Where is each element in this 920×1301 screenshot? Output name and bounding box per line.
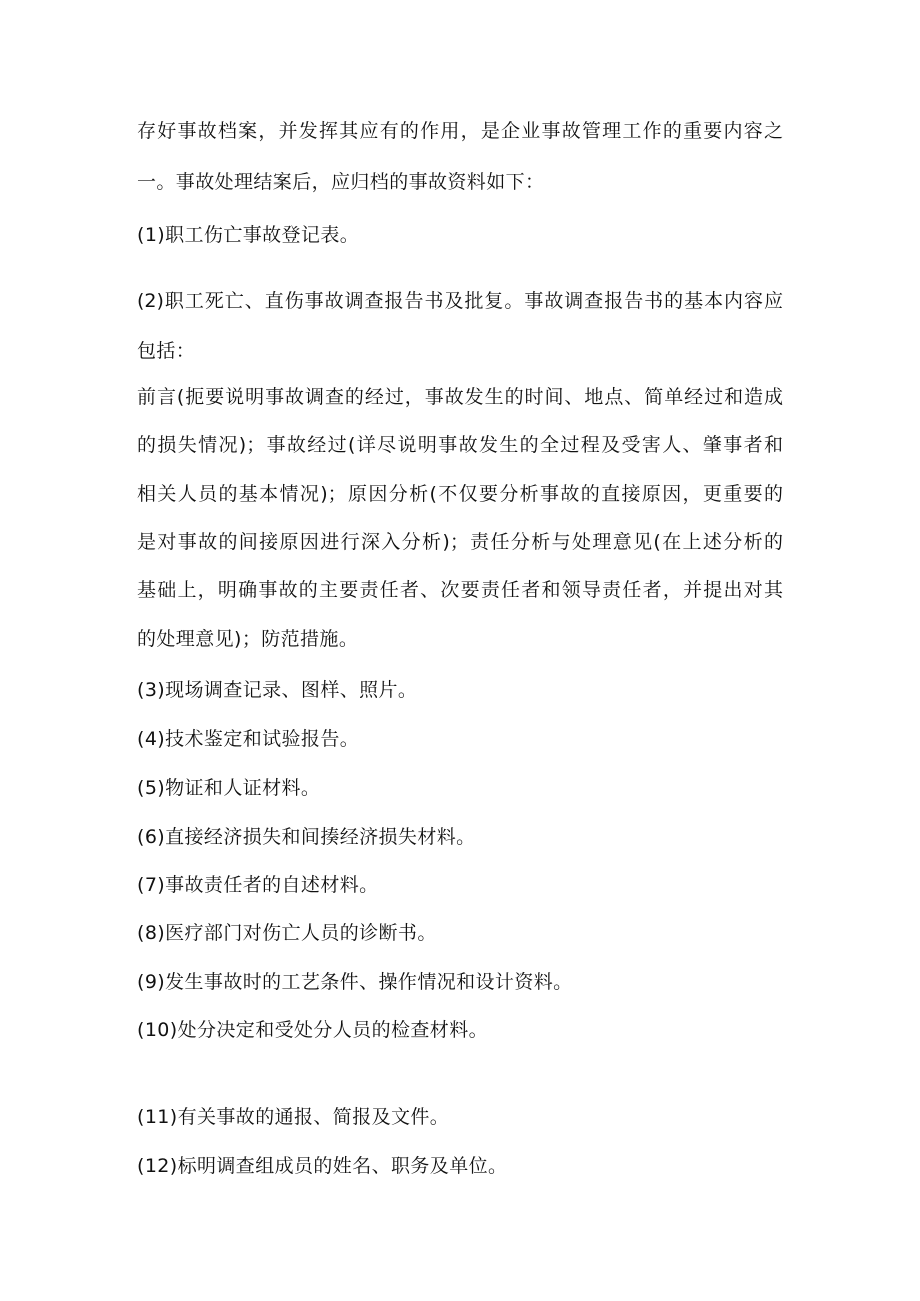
list-item-3: (3)现场调查记录、图样、照片。 bbox=[137, 679, 418, 701]
list-item-12: (12)标明调查组成员的姓名、职务及单位。 bbox=[137, 1155, 508, 1177]
list-item-1: (1)职工伤亡事故登记表。 bbox=[137, 224, 360, 246]
list-item-9: (9)发生事故时的工艺条件、操作情况和设计资料。 bbox=[137, 971, 573, 993]
list-item-6: (6)直接经济损失和间揍经济损失材料。 bbox=[137, 826, 476, 848]
report-content-line-5: 基础上，明确事故的主要责任者、次要责任者和领导责任者，并提出对其 bbox=[137, 579, 783, 601]
report-content-line-6: 的处理意见)；防范措施。 bbox=[137, 628, 359, 650]
list-item-5: (5)物证和人证材料。 bbox=[137, 777, 321, 799]
list-item-4: (4)技术鉴定和试验报告。 bbox=[137, 728, 360, 750]
list-item-10: (10)处分决定和受处分人员的检查材料。 bbox=[137, 1019, 489, 1041]
intro-line-1: 存好事故档案，并发挥其应有的作用，是企业事故管理工作的重要内容之 bbox=[137, 120, 783, 142]
list-item-11: (11)有关事故的通报、简报及文件。 bbox=[137, 1106, 450, 1128]
report-content-line-4: 是对事故的间接原因进行深入分析)；责任分析与处理意见(在上述分析的 bbox=[137, 531, 783, 553]
report-content-line-3: 相关人员的基本情况)；原因分析(不仅要分析事故的直接原因，更重要的 bbox=[137, 483, 783, 505]
intro-line-2: 一。事故处理结案后，应归档的事故资料如下： bbox=[137, 171, 545, 193]
list-item-7: (7)事故责任者的自述材料。 bbox=[137, 874, 379, 896]
report-content-line-1: 前言(扼要说明事故调查的经过，事故发生的时间、地点、简单经过和造成 bbox=[137, 386, 783, 408]
report-content-line-2: 的损失情况)；事故经过(详尽说明事故发生的全过程及受害人、肇事者和 bbox=[137, 434, 783, 456]
list-item-2-line-1: (2)职工死亡、直伤事故调查报告书及批复。事故调查报告书的基本内容应 bbox=[137, 290, 783, 312]
list-item-8: (8)医疗部门对伤亡人员的诊断书。 bbox=[137, 922, 437, 944]
list-item-2-line-2: 包括： bbox=[137, 340, 196, 362]
